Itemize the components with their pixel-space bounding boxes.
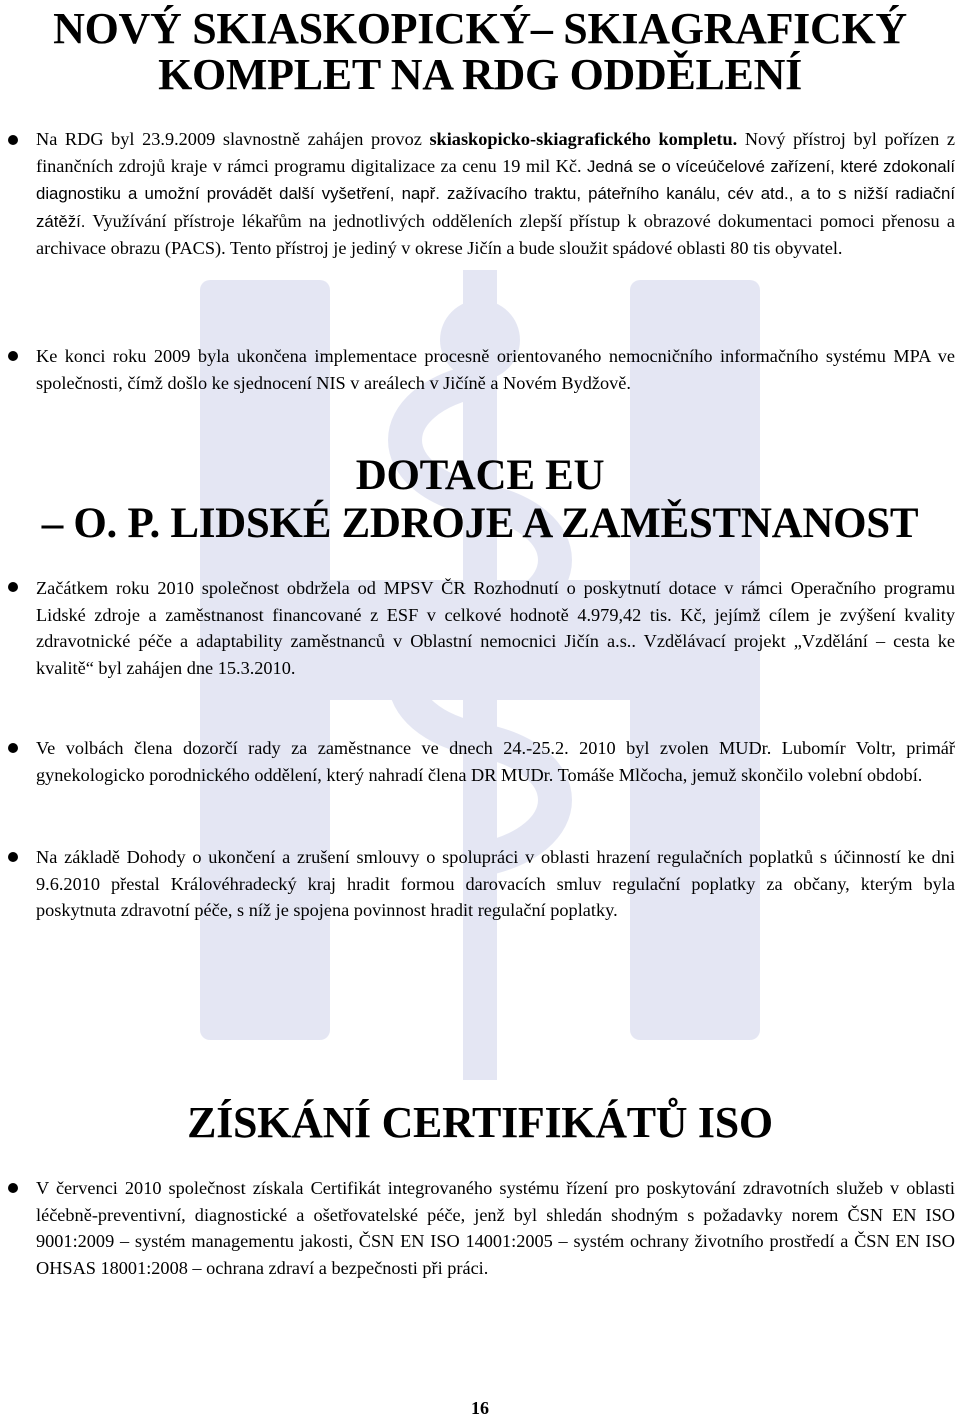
heading-line: – O. P. LIDSKÉ ZDROJE A ZAMĚSTNANOST [41,500,919,547]
section-heading-dotace [30,452,930,548]
text-run-sans: Jedná se o víceúčelové zařízení, které zdokonalí diagnostiku a umožní provádět další vyšetření, např. zažívacího traktu, páteřního kanálu, cév atd., a to s nižší radiační zátěží. [36,156,956,231]
bullet-dot-icon [8,351,18,361]
text-run: Využívání přístroje lékařům na jednotlivých odděleních zlepší přístup k obrazové dokumentaci pomoci přenosu a archivace obrazu (PACS). Tento přístroj je jediný v okrese Jičín a bude sloužit spádové oblasti 80 tis obyvatel. [36,210,955,258]
section-heading-iso: ZÍSKÁNÍ CERTIFIKÁTŮ ISO [187,1098,773,1147]
bullet-dot-icon [8,582,18,592]
paragraph-rdg-komplet [36,126,955,262]
heading-line: DOTACE EU [355,452,605,499]
bullet-dot-icon [8,743,18,753]
text-run-bold: skiaskopicko-skiagrafického kompletu. [429,129,738,149]
bullet-dot-icon [8,135,18,145]
paragraph-nis: Ke konci roku 2009 byla ukončena implementace procesně orientovaného nemocničního informačního systému MPA ve společnosti, čímž došlo ke sjednocení NIS v areálech v Jičíně a Novém Bydžově. [36,346,955,393]
paragraph-iso: V červenci 2010 společnost získala Certifikát integrovaného systému řízení pro poskytování zdravotních služeb v oblasti léčebně-preventivní, diagnostické a ošetřovatelské péče, jenž byl shledán shodným s požadavky norem ČSN EN ISO 9001:2009 – systém managementu jakosti, ČSN EN ISO 14001:2005 – systém ochrany životního prostředí a ČSN EN ISO OHSAS 18001:2008 – ochrana zdraví a bezpečnosti při práci. [36,1178,955,1278]
text-run: Nový přístroj byl pořízen z finančních zdrojů kraje v rámci programu digitalizace za cenu 19 mil Kč. [36,129,955,176]
bullet-dot-icon [8,852,18,862]
heading-line: KOMPLET NA RDG ODDĚLENÍ [158,50,802,99]
text-run: Na RDG byl 23.9.2009 slavnostně zahájen provoz [36,129,430,149]
page-number: 16 [471,1398,489,1418]
bullet-dot-icon [8,1183,18,1193]
paragraph-volby: Ve volbách člena dozorčí rady za zaměstnance ve dnech 24.-25.2. 2010 byl zvolen MUDr. Lubomír Voltr, primář gynekologicko porodnického oddělení, který nahradí člena DR MUDr. Tomáše Mlčocha, jemuž skončilo volební období. [36,738,955,785]
paragraph-dotace: Začátkem roku 2010 společnost obdržela od MPSV ČR Rozhodnutí o poskytnutí dotace v rámci Operačního programu Lidské zdroje a zaměstnanost financované z ESF v celkové hodnotě 4.979,42 tis. Kč, jejímž cílem je zvýšení kvality zdravotnické péče a adaptability zaměstnanců v Oblastní nemocnici Jičín a.s.. Vzdělávací projekt „Vzdělání – cesta ke kvalitě“ byl zahájen dne 15.3.2010. [36,578,955,678]
section-heading-rdg [30,6,930,98]
heading-line: NOVÝ SKIASKOPICKÝ– SKIAGRAFICKÝ [53,4,907,53]
paragraph-poplatky: Na základě Dohody o ukončení a zrušení smlouvy o spolupráci v oblasti hrazení regulačních poplatků s účinností ke dni 9.6.2010 přestal Královéhradecký kraj hradit formou darovacích smluv regulační poplatky za občany, kterým byla poskytnuta zdravotní péče, s níž je spojena povinnost hradit regulační poplatky. [36,847,955,920]
